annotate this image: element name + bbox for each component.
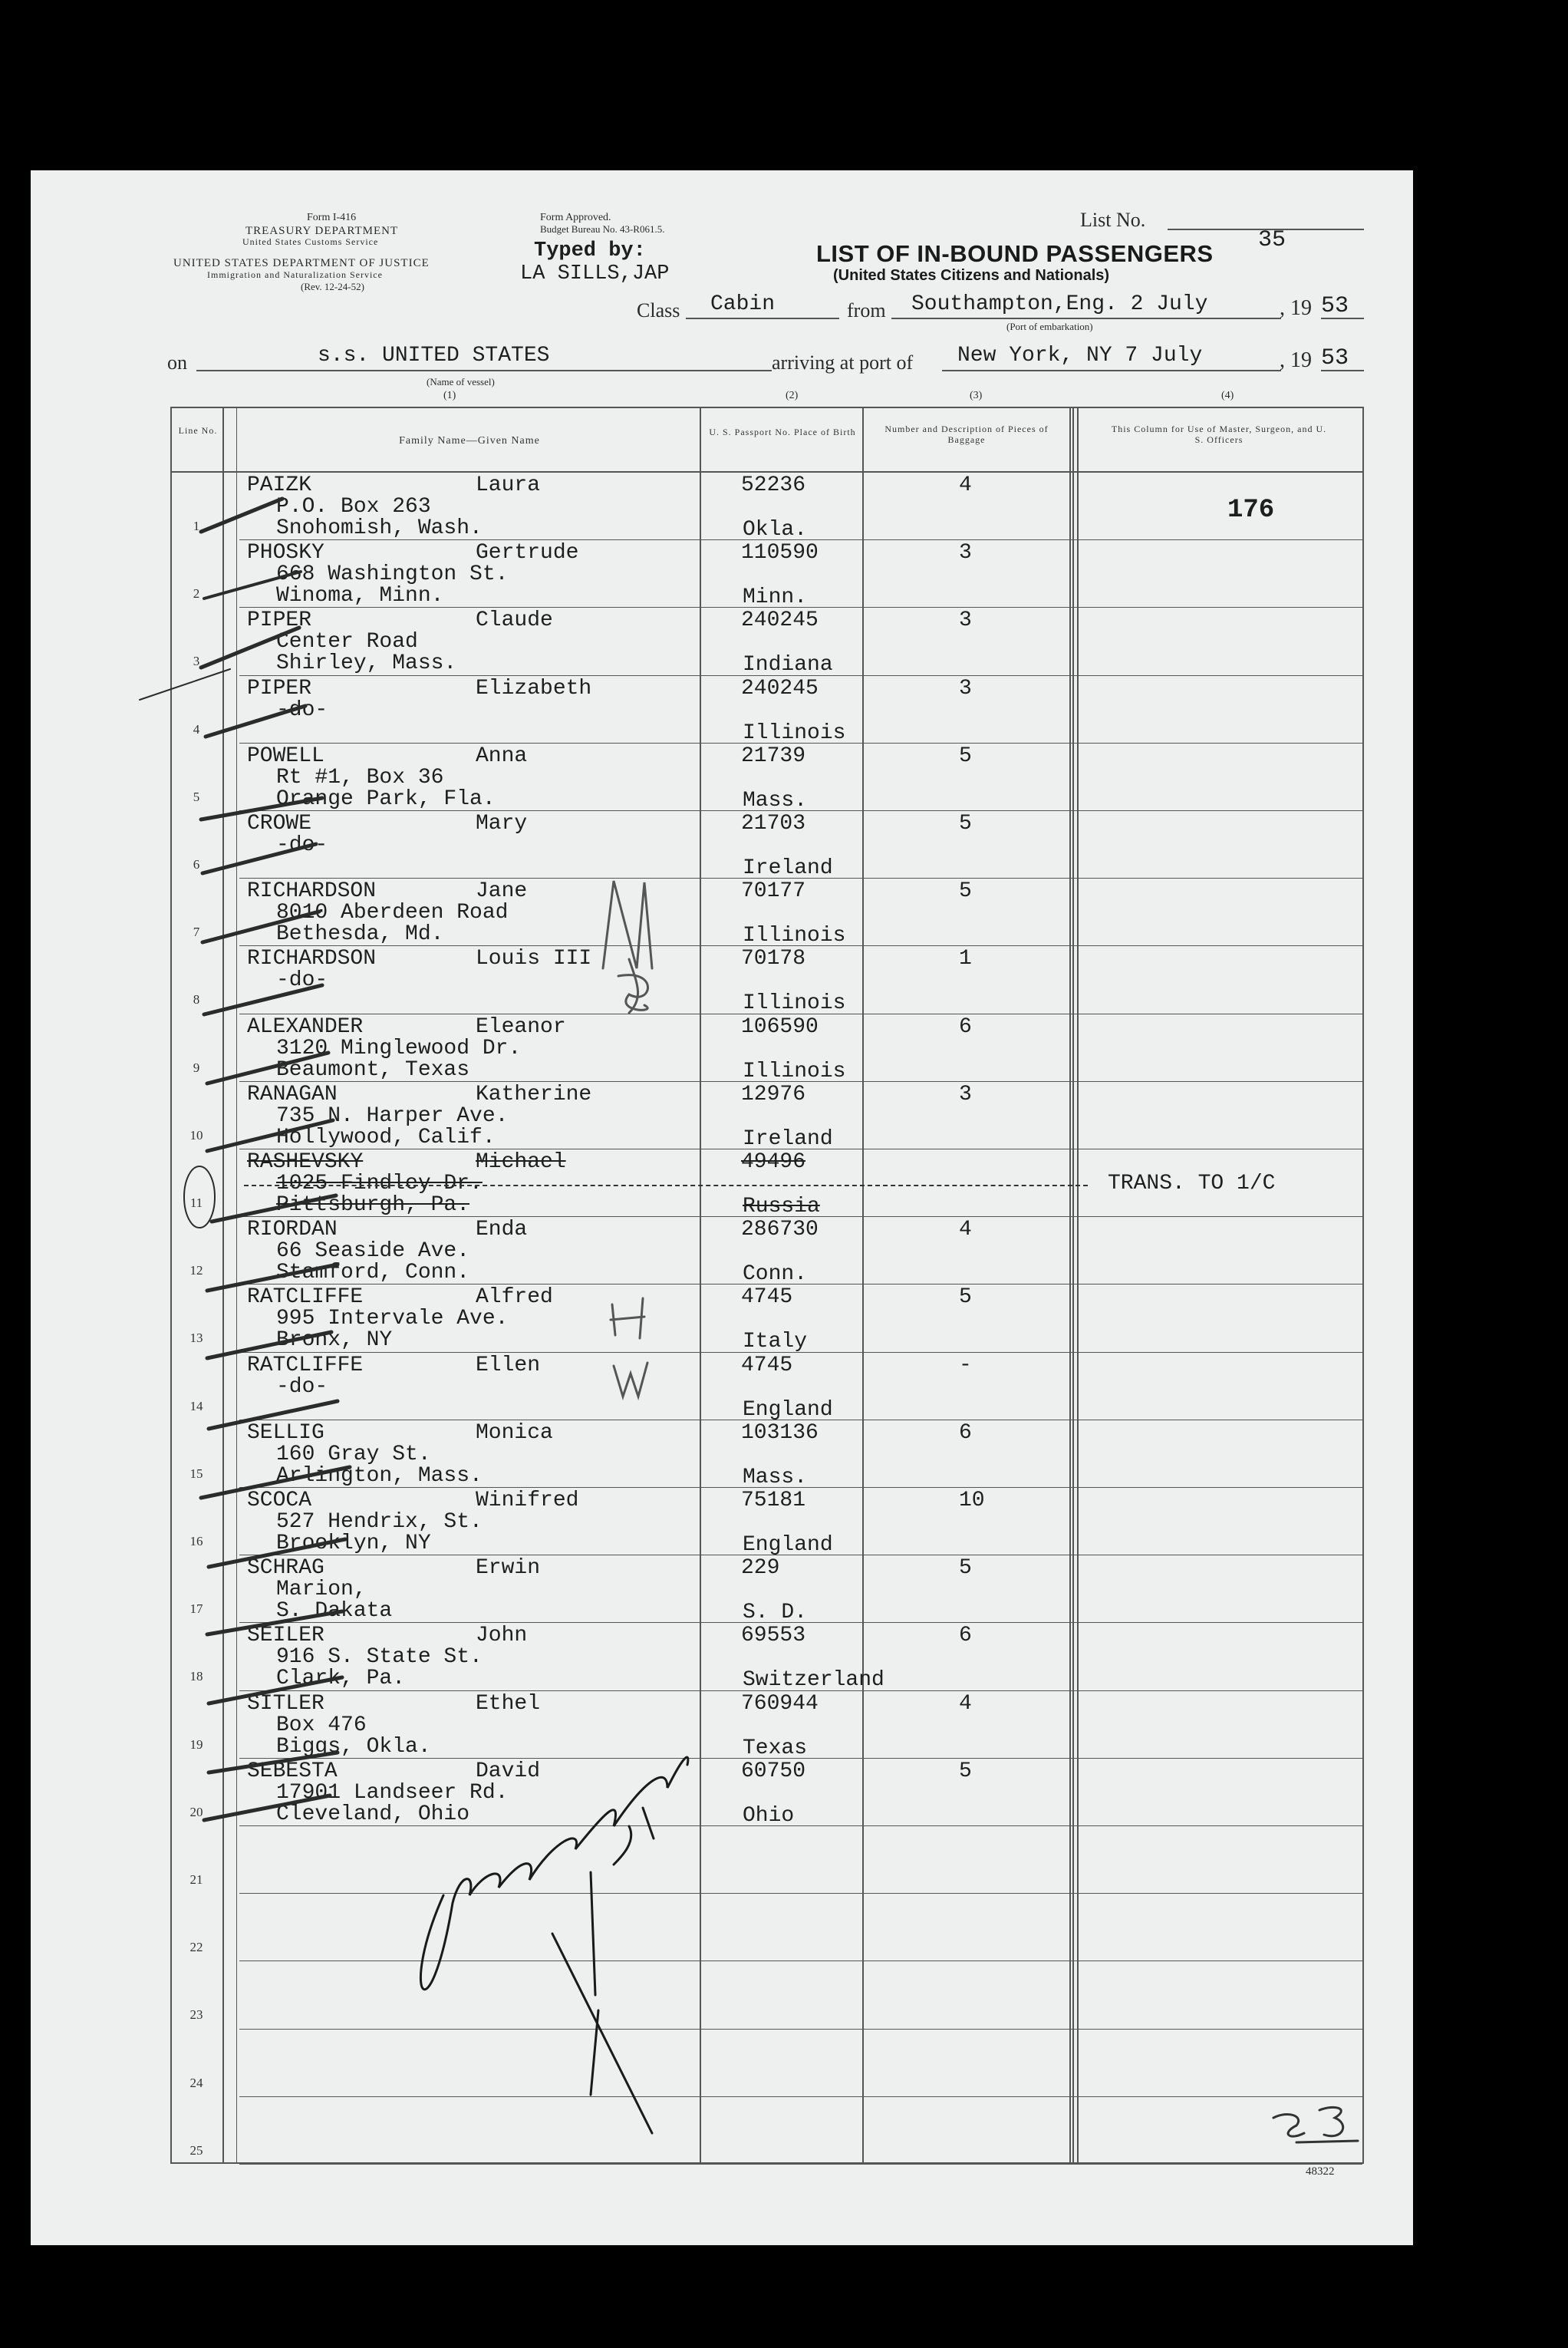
address-line-1: 66 Seaside Ave.	[276, 1239, 470, 1263]
given-name: Elizabeth	[476, 677, 592, 701]
given-name: Mary	[476, 812, 528, 836]
address-line-1: -do-	[276, 833, 328, 857]
column-rule	[862, 407, 864, 2162]
strike-dashes	[244, 1185, 1088, 1186]
passport-number: 49496	[741, 1150, 806, 1174]
family-name: POWELL	[247, 744, 324, 768]
given-name: David	[476, 1759, 541, 1783]
passport-number: 760944	[741, 1692, 819, 1716]
place-of-birth: S. D.	[743, 1601, 808, 1624]
baggage-count: 5	[959, 879, 972, 903]
line-number: 5	[193, 790, 200, 804]
line-number: 15	[189, 1466, 203, 1481]
place-of-birth: Switzerland	[743, 1668, 884, 1692]
family-name: PIPER	[247, 608, 312, 632]
header-rule	[170, 471, 1364, 473]
given-name: Alfred	[476, 1285, 553, 1309]
officer-note: 176	[1227, 496, 1275, 525]
place-of-birth: Illinois	[743, 1060, 846, 1083]
port-embark-caption: (Port of embarkation)	[1006, 321, 1093, 332]
family-name: SCOCA	[247, 1489, 312, 1512]
line-number: 14	[189, 1399, 203, 1413]
baggage-count: 5	[959, 1759, 972, 1783]
baggage-count: 3	[959, 677, 972, 701]
baggage-count: 6	[959, 1015, 972, 1039]
family-name: RIORDAN	[247, 1218, 338, 1242]
address-line-2: Arlington, Mass.	[276, 1464, 483, 1488]
baggage-count: 1	[959, 947, 972, 971]
column-rule	[236, 407, 237, 2162]
column-rule	[222, 407, 224, 2162]
baggage-count: 3	[959, 1083, 972, 1106]
address-line-2: Winoma, Minn.	[276, 584, 444, 608]
address-line-1: -do-	[276, 698, 328, 722]
arrival-year-prefix: , 19	[1280, 348, 1312, 372]
col-header-name: Family Name—Given Name	[399, 435, 540, 447]
passport-number: 110590	[741, 541, 819, 565]
family-name: RANAGAN	[247, 1083, 338, 1106]
page-subtitle: (United States Citizens and Nationals)	[833, 267, 1110, 284]
line-number: 7	[193, 925, 200, 939]
passport-number: 69553	[741, 1624, 806, 1647]
given-name: John	[476, 1624, 528, 1647]
address-line-1: 8010 Aberdeen Road	[276, 901, 509, 925]
family-name: SEILER	[247, 1624, 324, 1647]
address-line-2: Shirley, Mass.	[276, 651, 457, 675]
address-line-1: 995 Intervale Ave.	[276, 1307, 509, 1331]
address-line-2: Bronx, NY	[276, 1328, 393, 1352]
passport-number: 75181	[741, 1489, 806, 1512]
passport-number: 4745	[741, 1285, 793, 1309]
line-number: 9	[193, 1060, 200, 1075]
col-num-1: (1)	[443, 390, 456, 401]
embark-port: Southampton,Eng. 2 July	[911, 292, 1208, 316]
address-line-2: Clark, Pa.	[276, 1667, 406, 1690]
line-number: 17	[189, 1601, 203, 1616]
baggage-count: 6	[959, 1421, 972, 1445]
treasury-dept: TREASURY DEPARTMENT	[245, 225, 399, 237]
budget-bureau: Budget Bureau No. 43-R061.5.	[540, 223, 665, 235]
typist-name: LA SILLS,JAP	[520, 262, 670, 285]
place-of-birth: Texas	[743, 1736, 808, 1760]
family-name: RICHARDSON	[247, 879, 377, 903]
table-top-rule	[170, 407, 1364, 408]
place-of-birth: Conn.	[743, 1262, 808, 1286]
address-line-2: S. Dakata	[276, 1599, 393, 1623]
baggage-count: 10	[959, 1489, 985, 1512]
on-label: on	[167, 351, 187, 374]
baggage-count: 4	[959, 1692, 972, 1716]
line-number: 12	[189, 1263, 203, 1278]
address-line-1: 17901 Landseer Rd.	[276, 1781, 509, 1805]
address-line-1: Marion,	[276, 1578, 367, 1601]
line-number: 4	[193, 722, 200, 737]
col-header-officers: This Column for Use of Master, Surgeon, and U. S. Officers	[1111, 424, 1327, 445]
line-number: 1	[193, 519, 200, 533]
passport-number: 240245	[741, 608, 819, 632]
from-label: from	[847, 299, 886, 322]
passport-number: 286730	[741, 1218, 819, 1242]
col-num-2: (2)	[786, 390, 799, 401]
baggage-count: -	[959, 1354, 972, 1377]
given-name: Ethel	[476, 1692, 541, 1716]
form-code: 48322	[1306, 2165, 1335, 2178]
address-line-1: P.O. Box 263	[276, 495, 431, 519]
address-line-2: Snohomish, Wash.	[276, 516, 483, 540]
address-line-2: Bethesda, Md.	[276, 922, 444, 946]
address-line-1: 527 Hendrix, St.	[276, 1510, 483, 1534]
arrival-port: New York, NY 7 July	[957, 344, 1203, 368]
given-name: Anna	[476, 744, 528, 768]
address-line-1: 1025 Findley Dr.	[276, 1172, 483, 1195]
year-prefix: , 19	[1280, 296, 1312, 320]
col-header-baggage: Number and Description of Pieces of Baggage	[884, 424, 1049, 445]
line-number: 25	[189, 2143, 203, 2158]
line-number: 16	[189, 1534, 203, 1548]
family-name: RATCLIFFE	[247, 1354, 364, 1377]
place-of-birth: Mass.	[743, 789, 808, 813]
line-number: 24	[189, 2076, 203, 2090]
column-rule	[1077, 407, 1079, 2162]
passport-number: 12976	[741, 1083, 806, 1106]
embark-year: 53	[1321, 293, 1349, 319]
given-name: Ellen	[476, 1354, 541, 1377]
column-rule	[1072, 407, 1074, 2162]
address-line-1: 735 N. Harper Ave.	[276, 1104, 509, 1128]
given-name: Jane	[476, 879, 528, 903]
row-rule	[239, 2096, 1362, 2097]
given-name: Winifred	[476, 1489, 579, 1512]
given-name: Gertrude	[476, 541, 579, 565]
column-rule	[170, 407, 172, 2162]
place-of-birth: England	[743, 1533, 833, 1557]
line-number: 20	[189, 1805, 203, 1819]
passport-number: 70178	[741, 947, 806, 971]
family-name: SELLIG	[247, 1421, 324, 1445]
family-name: SCHRAG	[247, 1556, 324, 1580]
baggage-count: 5	[959, 1556, 972, 1580]
family-name: SITLER	[247, 1692, 324, 1716]
address-line-1: Box 476	[276, 1713, 367, 1737]
address-line-1: 668 Washington St.	[276, 562, 509, 586]
baggage-count: 6	[959, 1624, 972, 1647]
address-line-2: Biggs, Okla.	[276, 1735, 431, 1759]
address-line-1: Rt #1, Box 36	[276, 766, 444, 790]
typed-by-label: Typed by:	[534, 239, 646, 262]
given-name: Eleanor	[476, 1015, 566, 1039]
ins-service: Immigration and Naturalization Service	[207, 269, 383, 280]
passport-number: 70177	[741, 879, 806, 903]
place-of-birth: England	[743, 1398, 833, 1422]
baggage-count: 5	[959, 1285, 972, 1309]
address-line-2: Cleveland, Ohio	[276, 1802, 470, 1826]
baggage-count: 3	[959, 608, 972, 632]
form-number: Form I-416	[307, 212, 357, 223]
line-number: 10	[189, 1128, 203, 1143]
place-of-birth: Minn.	[743, 585, 808, 609]
class-label: Class	[637, 299, 680, 322]
justice-dept: UNITED STATES DEPARTMENT OF JUSTICE	[173, 257, 430, 269]
line-number: 3	[193, 654, 200, 668]
passport-number: 4745	[741, 1354, 793, 1377]
place-of-birth: Ireland	[743, 856, 833, 880]
passport-number: 60750	[741, 1759, 806, 1783]
arriving-label: arriving at port of	[772, 351, 914, 374]
address-line-1: -do-	[276, 968, 328, 992]
address-line-2: Beaumont, Texas	[276, 1058, 470, 1082]
place-of-birth: Russia	[743, 1195, 820, 1219]
place-of-birth: Italy	[743, 1330, 808, 1354]
address-line-2: Brooklyn, NY	[276, 1532, 431, 1555]
line-number: 23	[189, 2007, 203, 2022]
place-of-birth: Ireland	[743, 1127, 833, 1151]
place-of-birth: Mass.	[743, 1466, 808, 1489]
col-header-passport: U. S. Passport No. Place of Birth	[709, 427, 856, 437]
passport-number: 106590	[741, 1015, 819, 1039]
officer-note: TRANS. TO 1/C	[1108, 1172, 1276, 1195]
passport-number: 103136	[741, 1421, 819, 1445]
family-name: SEBESTA	[247, 1759, 338, 1783]
baggage-count: 5	[959, 744, 972, 768]
revision: (Rev. 12-24-52)	[301, 281, 364, 292]
line-number: 6	[193, 857, 200, 872]
family-name: RASHEVSKY	[247, 1150, 364, 1174]
address-line-2: Hollywood, Calif.	[276, 1126, 496, 1149]
address-line-1: 916 S. State St.	[276, 1645, 483, 1669]
class-value: Cabin	[710, 292, 776, 316]
line-number: 19	[189, 1737, 203, 1752]
page-title: LIST OF IN-BOUND PASSENGERS	[816, 240, 1214, 267]
place-of-birth: Illinois	[743, 991, 846, 1015]
family-name: CROWE	[247, 812, 312, 836]
given-name: Louis III	[476, 947, 592, 971]
line-number: 22	[189, 1940, 203, 1954]
list-no-label: List No.	[1080, 209, 1146, 231]
col-num-3: (3)	[970, 390, 983, 401]
given-name: Erwin	[476, 1556, 541, 1580]
baggage-count: 3	[959, 541, 972, 565]
customs-service: United States Customs Service	[242, 236, 379, 247]
address-line-2: Stamford, Conn.	[276, 1261, 470, 1284]
vessel-name: s.s. UNITED STATES	[318, 344, 550, 368]
place-of-birth: Ohio	[743, 1804, 795, 1828]
col-header-line-no: Line No.	[178, 425, 218, 436]
given-name: Laura	[476, 473, 541, 497]
address-line-1: 3120 Minglewood Dr.	[276, 1037, 522, 1060]
given-name: Monica	[476, 1421, 553, 1445]
address-line-2: Orange Park, Fla.	[276, 787, 496, 811]
address-line-1: -do-	[276, 1375, 328, 1399]
line-number: 8	[193, 992, 200, 1007]
family-name: PIPER	[247, 677, 312, 701]
place-of-birth: Illinois	[743, 721, 846, 745]
column-rule	[700, 407, 701, 2162]
column-rule	[1069, 407, 1071, 2162]
family-name: PAIZK	[247, 473, 312, 497]
line-number: 21	[189, 1872, 203, 1887]
family-name: RICHARDSON	[247, 947, 377, 971]
address-line-2: Pittsburgh, Pa.	[276, 1193, 470, 1217]
row-rule	[239, 2164, 1362, 2165]
arrival-year: 53	[1321, 345, 1349, 371]
passport-number: 229	[741, 1556, 780, 1580]
place-of-birth: Okla.	[743, 518, 808, 542]
family-name: ALEXANDER	[247, 1015, 364, 1039]
vessel-caption: (Name of vessel)	[427, 376, 495, 387]
passport-number: 21703	[741, 812, 806, 836]
place-of-birth: Illinois	[743, 924, 846, 948]
line-number: 13	[189, 1331, 203, 1345]
baggage-count: 5	[959, 812, 972, 836]
baggage-count: 4	[959, 473, 972, 497]
passport-number: 21739	[741, 744, 806, 768]
place-of-birth: Indiana	[743, 653, 833, 677]
given-name: Michael	[476, 1150, 566, 1174]
col-num-4: (4)	[1221, 390, 1234, 401]
address-line-1: Center Road	[276, 630, 418, 654]
row-rule	[239, 1893, 1362, 1894]
given-name: Katherine	[476, 1083, 592, 1106]
line-number: 11	[189, 1195, 203, 1210]
given-name: Enda	[476, 1218, 528, 1242]
passport-number: 52236	[741, 473, 806, 497]
passport-number: 240245	[741, 677, 819, 701]
address-line-1: 160 Gray St.	[276, 1443, 431, 1466]
family-name: PHOSKY	[247, 541, 324, 565]
manifest-page	[31, 170, 1413, 2245]
line-number: 18	[189, 1669, 203, 1684]
family-name: RATCLIFFE	[247, 1285, 364, 1309]
given-name: Claude	[476, 608, 553, 632]
line-number: 2	[193, 586, 200, 601]
form-approved: Form Approved.	[540, 212, 611, 223]
row-rule	[239, 2029, 1362, 2030]
column-rule	[1362, 407, 1364, 2162]
baggage-count: 4	[959, 1218, 972, 1242]
list-number: 35	[1258, 227, 1286, 253]
